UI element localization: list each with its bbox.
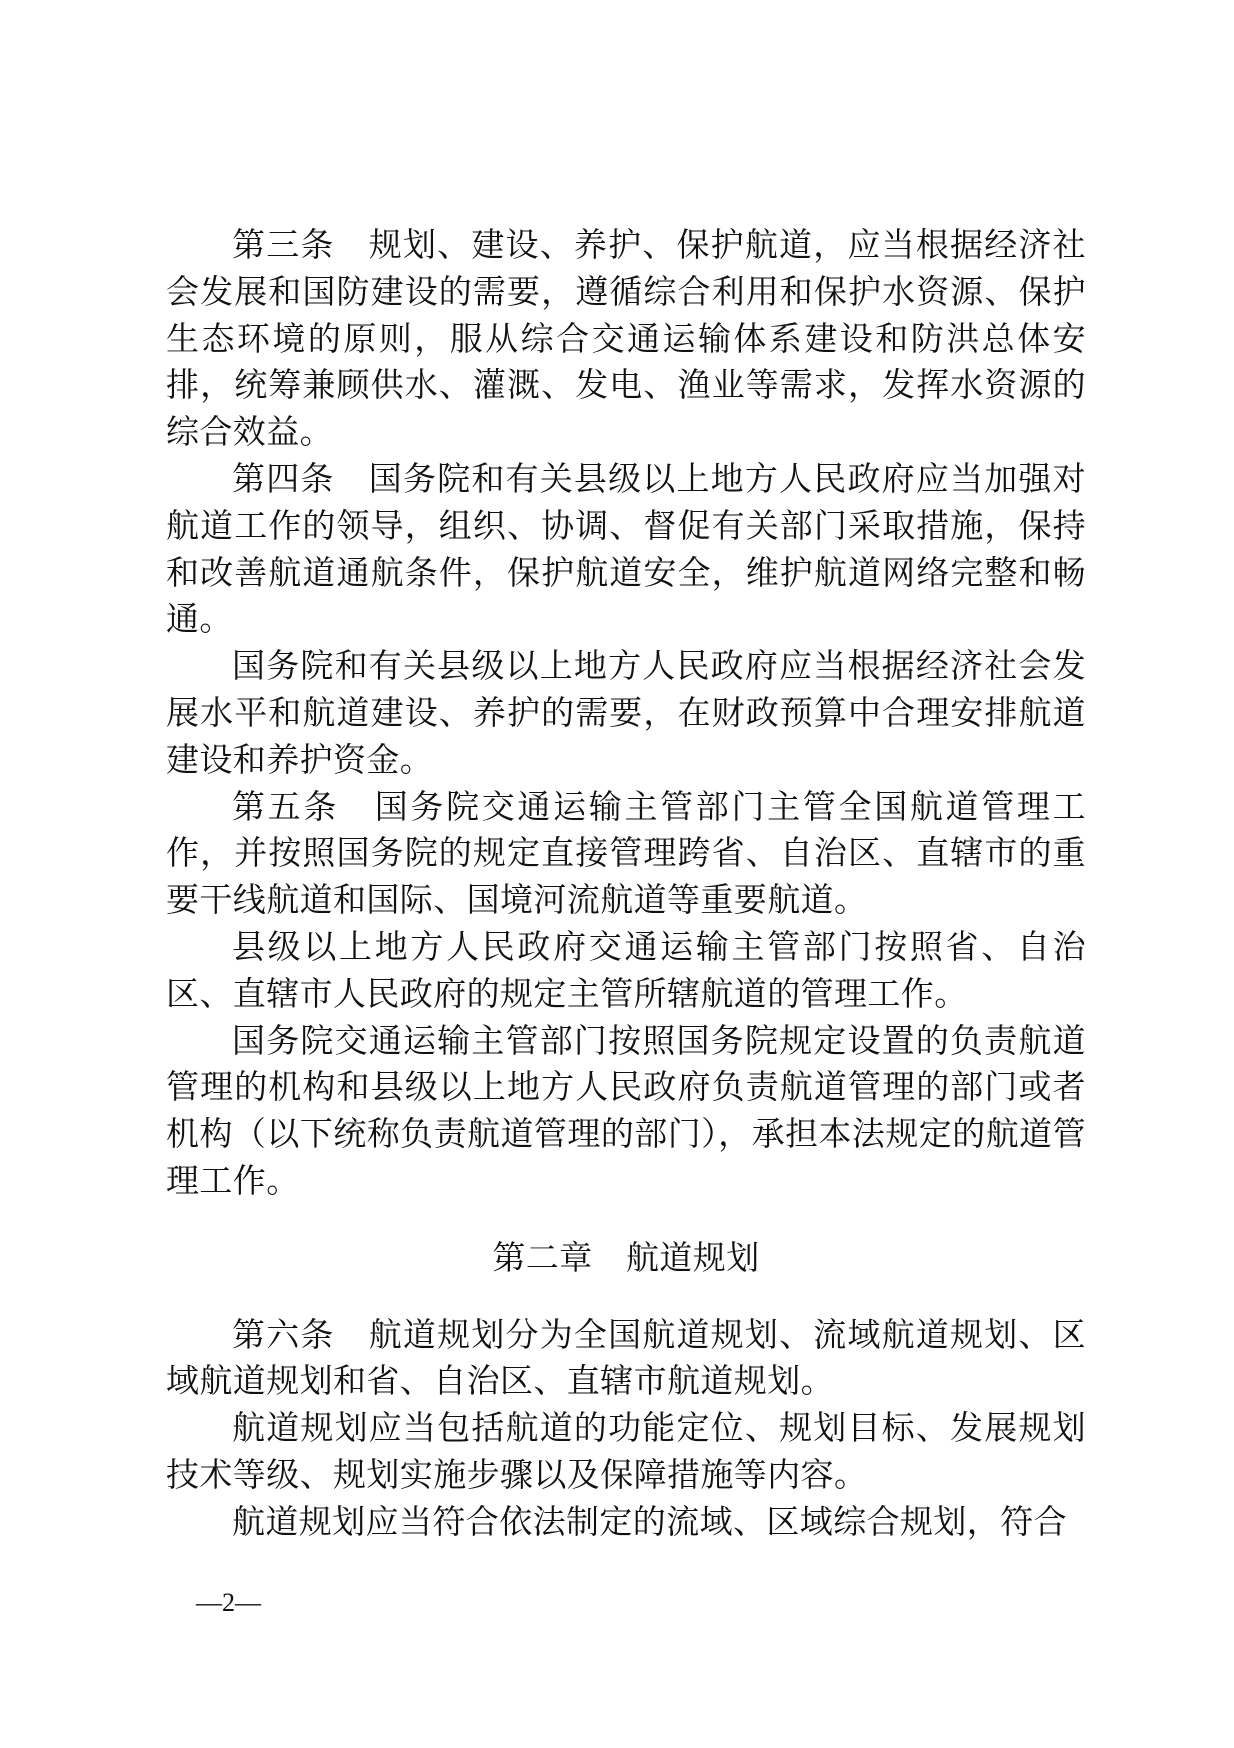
article-4-paragraph-2: 国务院和有关县级以上地方人民政府应当根据经济社会发展水平和航道建设、养护的需要，在财政预算中合理安排航道建设和养护资金。 <box>166 646 1086 779</box>
article-4-paragraph: 第四条 国务院和有关县级以上地方人民政府应当加强对航道工作的领导，组织、协调、督促有关部门采取措施，保持和改善航道通航条件，保护航道安全，维护航道网络完整和畅通。 <box>166 458 1086 639</box>
document-body <box>166 222 1086 1546</box>
article-6-paragraph-3: 航道规划应当符合依法制定的流域、区域综合规划，符合 <box>232 1501 1067 1541</box>
article-6-paragraph-2: 航道规划应当包括航道的功能定位、规划目标、发展规划技术等级、规划实施步骤以及保障措施等内容。 <box>166 1408 1086 1494</box>
article-5-paragraph: 第五条 国务院交通运输主管部门主管全国航道管理工作，并按照国务院的规定直接管理跨省、自治区、直辖市的重要干线航道和国际、国境河流航道等重要航道。 <box>166 786 1086 920</box>
page-number: —2— <box>196 1588 261 1617</box>
article-6-paragraph: 第六条 航道规划分为全国航道规划、流域航道规划、区域航道规划和省、自治区、直辖市航道规划。 <box>166 1314 1086 1401</box>
article-5-paragraph-3: 国务院交通运输主管部门按照国务院规定设置的负责航道管理的机构和县级以上地方人民政府负责航道管理的部门或者机构（以下统称负责航道管理的部门），承担本法规定的航道管理工作。 <box>166 1020 1086 1200</box>
article-5-paragraph-2: 县级以上地方人民政府交通运输主管部门按照省、自治区、直辖市人民政府的规定主管所辖航道的管理工作。 <box>166 926 1086 1013</box>
article-3-paragraph: 第三条 规划、建设、养护、保护航道，应当根据经济社会发展和国防建设的需要，遵循综合利用和保护水资源、保护生态环境的原则，服从综合交通运输体系建设和防洪总体安排，统筹兼顾供水、灌溉、发电、渔业等需求，发挥水资源的综合效益。 <box>166 225 1086 452</box>
chapter-heading: 第二章 航道规划 <box>492 1237 760 1277</box>
